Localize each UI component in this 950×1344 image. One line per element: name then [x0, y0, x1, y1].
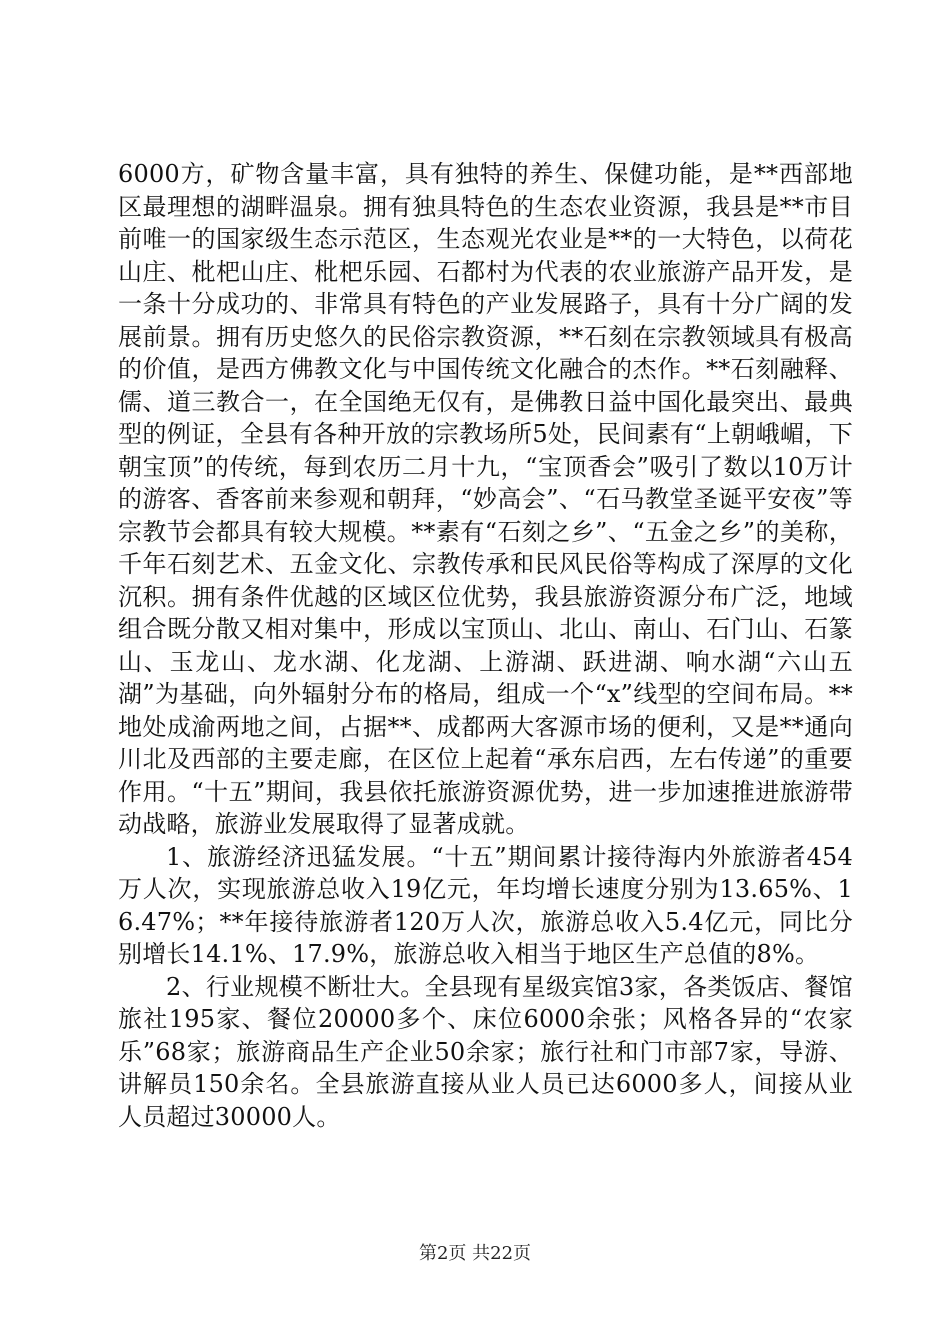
paragraph-continuation: 6000方，矿物含量丰富，具有独特的养生、保健功能，是**西部地区最理想的湖畔温泉。拥有独具特色的生态农业资源，我县是**市目前唯一的国家级生态示范区，生态观光农业是**的一大特色，以荷花山庄、枇杷山庄、枇杷乐园、石都村为代表的农业旅游产品开发，是一条十分成功的、非常具有特色的产业发展路子，具有十分广阔的发展前景。拥有历史悠久的民俗宗教资源，**石刻在宗教领域具有极高的价值，是西方佛教文化与中国传统文化融合的杰作。**石刻融释、儒、道三教合一，在全国绝无仅有，是佛教日益中国化最突出、最典型的例证，全县有各种开放的宗教场所5处，民间素有“上朝峨嵋，下朝宝顶”的传统，每到农历二月十九，“宝顶香会”吸引了数以10万计的游客、香客前来参观和朝拜，“妙高会”、“石马教堂圣诞平安夜”等宗教节会都具有较大规模。**素有“石刻之乡”、“五金之乡”的美称，千年石刻艺术、五金文化、宗教传承和民风民俗等构成了深厚的文化沉积。拥有条件优越的区域区位优势，我县旅游资源分布广泛，地域组合既分散又相对集中，形成以宝顶山、北山、南山、石门山、石篆山、玉龙山、龙水湖、化龙湖、上游湖、跃进湖、响水湖“六山五湖”为基础，向外辐射分布的格局，组成一个“x”线型的空间布局。**地处成渝两地之间，占据**、成都两大客源市场的便利，又是**通向川北及西部的主要走廊，在区位上起着“承东启西，左右传递”的重要作用。“十五”期间，我县依托旅游资源优势，进一步加速推进旅游带动战略，旅游业发展取得了显著成就。	[118, 160, 853, 838]
paragraph-tourism-economy: 1、旅游经济迅猛发展。“十五”期间累计接待海内外旅游者454万人次，实现旅游总收入19亿元，年均增长速度分别为13.65%、16.47%；**年接待旅游者120万人次，旅游总收入5.4亿元，同比分别增长14.1%、17.9%，旅游总收入相当于地区生产总值的8%。	[118, 842, 853, 968]
page-number-footer: 第2页 共22页	[418, 1243, 532, 1264]
paragraph-industry-scale: 2、行业规模不断壮大。全县现有星级宾馆3家，各类饭店、餐馆旅社195家、餐位20000多个、床位6000余张；风格各异的“农家乐”68家；旅游商品生产企业50余家；旅行社和门市部7家，导游、讲解员150余名。全县旅游直接从业人员已达6000多人，间接从业人员超过30000人。	[118, 972, 853, 1131]
document-body	[118, 158, 853, 1133]
